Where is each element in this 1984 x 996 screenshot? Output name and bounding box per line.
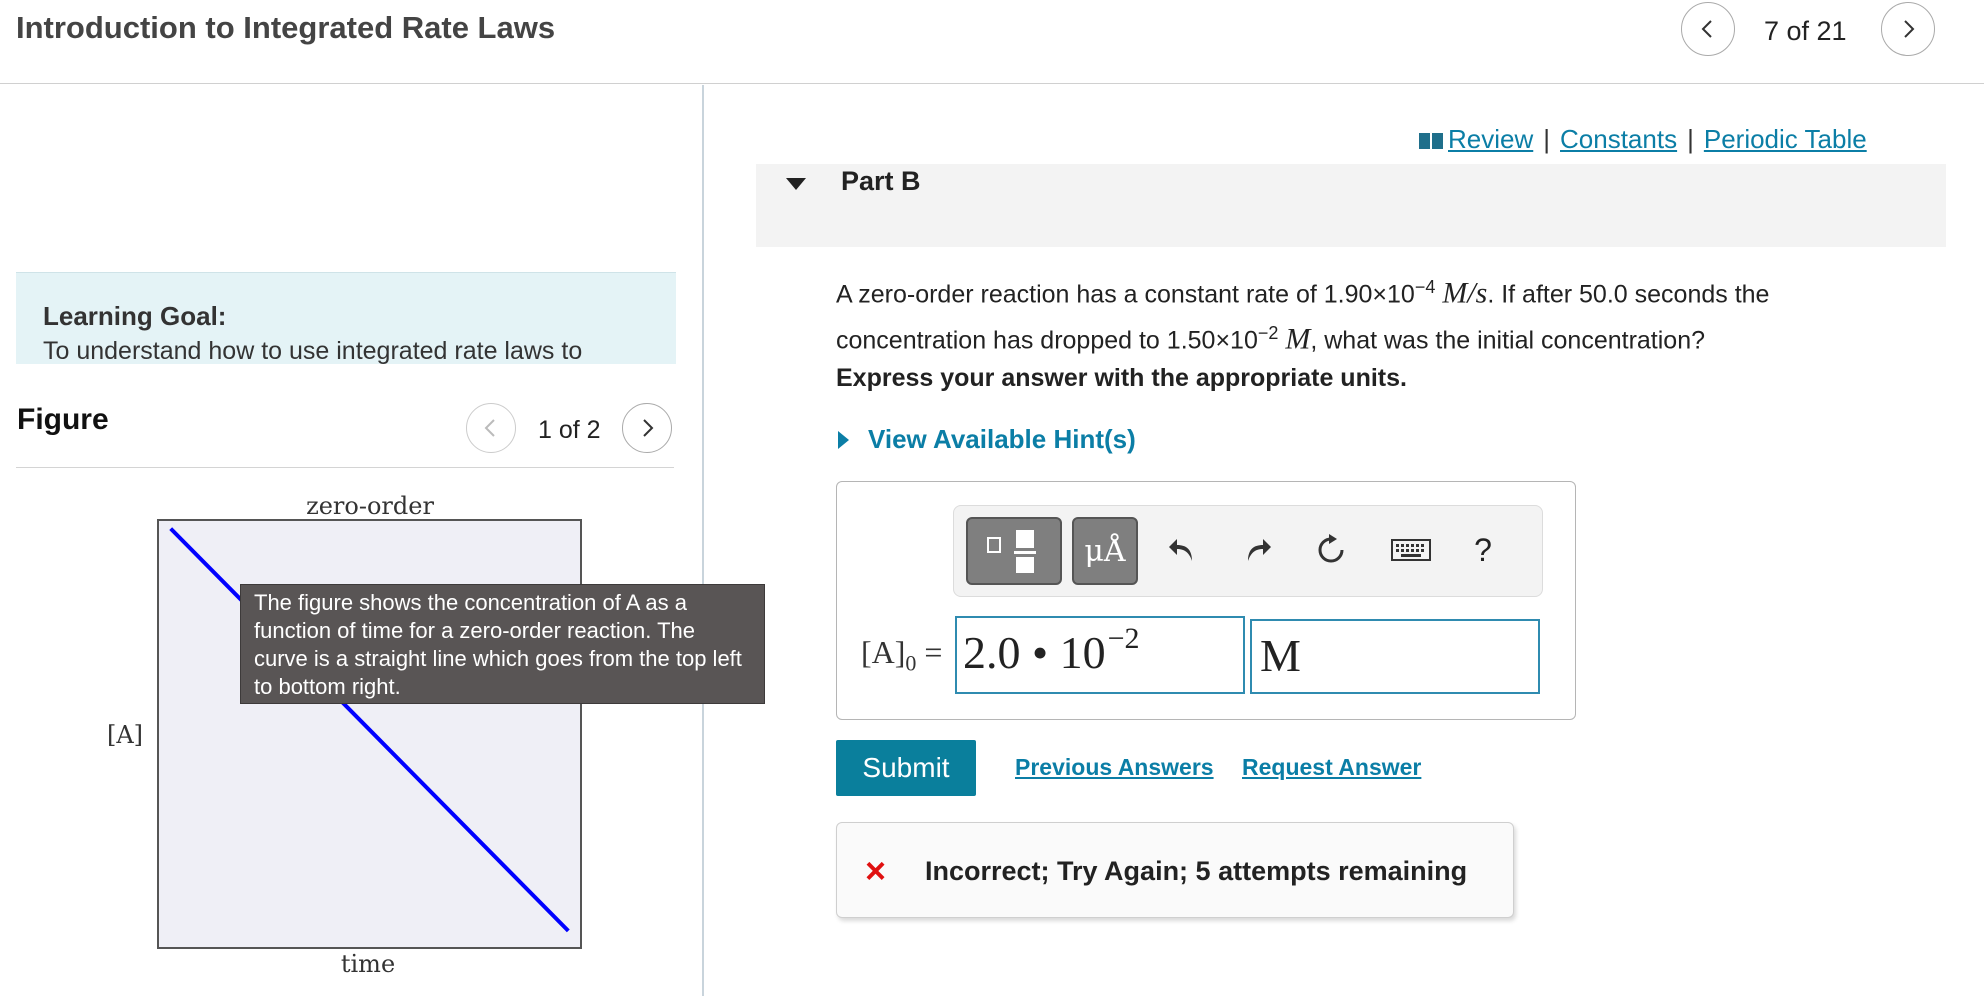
fraction-template-icon [984, 528, 1044, 574]
y-axis-label: [A] [106, 721, 144, 749]
learning-goal-title: Learning Goal: [43, 301, 227, 331]
question-part-1: A zero-order reaction has a constant rate of 1.90×10 [836, 280, 1415, 309]
variable-symbol: [A] [861, 634, 906, 670]
help-label: ? [1474, 531, 1492, 568]
learning-goal-text: To understand how to use integrated rate laws to [43, 337, 583, 364]
reset-icon [1315, 534, 1347, 566]
answer-unit-field[interactable] [1250, 619, 1540, 694]
chevron-right-icon [1897, 18, 1919, 40]
view-hints-toggle[interactable] [836, 424, 1136, 455]
top-bar [0, 0, 1984, 84]
chart-svg [100, 485, 600, 985]
concentration-unit: M [1285, 322, 1311, 356]
units-button[interactable] [1072, 517, 1138, 585]
view-hints-label: View Available Hint(s) [868, 424, 1136, 454]
part-title: Part B [841, 166, 921, 196]
unit-value: M [1260, 630, 1301, 681]
reset-button[interactable] [1308, 526, 1354, 574]
figure-prev-button[interactable] [466, 403, 516, 453]
figure-description-tooltip: The figure shows the concentration of A as a function of time for a zero-order reaction. The curve is a straight line which goes from the top left to bottom right. [240, 584, 765, 704]
caret-right-icon [836, 429, 850, 451]
page-title: Introduction to Integrated Rate Laws [16, 10, 556, 45]
part-header[interactable] [756, 164, 1946, 247]
x-axis-label: time [340, 950, 396, 978]
math-toolbar [953, 505, 1543, 597]
chevron-left-icon [480, 417, 502, 439]
request-answer-link[interactable]: Request Answer [1242, 754, 1422, 780]
variable-subscript: 0 [905, 650, 917, 676]
keyboard-button[interactable] [1386, 526, 1436, 574]
figure-count: 1 of 2 [538, 416, 601, 444]
pane-divider[interactable] [702, 85, 704, 996]
rate-unit: M/s [1442, 276, 1488, 310]
chevron-right-icon [636, 417, 658, 439]
submit-button[interactable]: Submit [836, 740, 976, 796]
undo-icon [1168, 535, 1198, 565]
value-exponent: −2 [1107, 622, 1140, 655]
review-link[interactable]: Review [1448, 124, 1534, 154]
answer-variable [861, 634, 942, 676]
zero-order-chart [100, 485, 600, 985]
help-button[interactable] [1460, 526, 1506, 574]
book-icon [1418, 131, 1444, 151]
answer-instruction: Express your answer with the appropriate units. [836, 364, 1407, 392]
keyboard-icon [1391, 538, 1431, 562]
question-part-2: . If after 50.0 seconds the concentration has dropped to 1.50×10 [836, 280, 1770, 355]
question-text [836, 268, 1836, 361]
feedback-text: Incorrect; Try Again; 5 attempts remaining [925, 856, 1468, 886]
feedback-box [836, 822, 1514, 918]
link-separator: | [1687, 124, 1694, 154]
chevron-left-icon [1697, 18, 1719, 40]
caret-down-icon[interactable] [784, 174, 808, 194]
previous-answers-link[interactable]: Previous Answers [1015, 754, 1214, 780]
undo-button[interactable] [1160, 526, 1206, 574]
item-position: 7 of 21 [1764, 16, 1847, 46]
prev-item-button[interactable] [1681, 2, 1735, 56]
fraction-template-button[interactable] [966, 517, 1062, 585]
question-part-3: , what was the initial concentration? [1310, 326, 1706, 355]
chart-title: zero-order [306, 492, 434, 520]
value-mantissa: 2.0 • 10 [963, 627, 1106, 678]
periodic-table-link[interactable]: Periodic Table [1703, 124, 1867, 154]
incorrect-icon: × [865, 850, 887, 891]
redo-icon [1242, 535, 1272, 565]
answer-value-field[interactable] [955, 616, 1245, 694]
constants-link[interactable]: Constants [1560, 124, 1678, 154]
figure-title: Figure [17, 403, 109, 436]
units-label: μÅ [1084, 533, 1126, 569]
learning-goal-box [16, 272, 676, 364]
equals-sign: = [916, 634, 943, 670]
answer-box [836, 481, 1576, 720]
next-item-button[interactable] [1881, 2, 1935, 56]
redo-button[interactable] [1234, 526, 1280, 574]
resource-links [1418, 124, 1867, 155]
exponent-2: −2 [1257, 323, 1279, 344]
figure-next-button[interactable] [622, 403, 672, 453]
link-separator: | [1543, 124, 1551, 154]
exponent-1: −4 [1414, 277, 1436, 297]
figure-divider [16, 467, 674, 468]
